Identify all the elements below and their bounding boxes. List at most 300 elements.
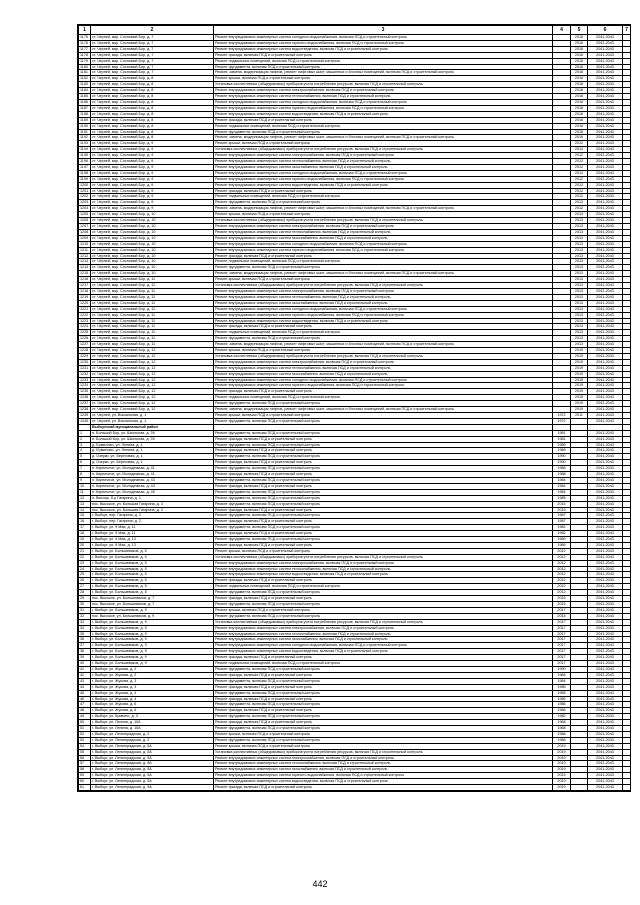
row-number-cell: 1229	[79, 353, 91, 359]
row-number-cell: 29	[79, 596, 91, 602]
work-type-cell: Ремонт внутридомовых инженерных систем теплоснабжения, включая ПСД и строительный контроль	[214, 94, 553, 100]
row-number-cell: 9	[79, 477, 91, 483]
year-repaired-cell: 2019	[571, 365, 588, 371]
year-repaired-cell: 2019	[571, 359, 588, 365]
work-type-cell: Ремонт фундамента, включая ПСД и строительный контроль	[214, 200, 553, 206]
year-built-cell: 1968	[553, 720, 571, 726]
row-number-cell: 1230	[79, 359, 91, 365]
row-number-cell: 8	[79, 472, 91, 478]
work-type-cell: Ремонт фасада, включая ПСД и строительный контроль	[214, 188, 553, 194]
extra-cell	[623, 785, 631, 791]
address-cell: ст. Черней, мкр. Сосновый Бор, д. 12	[91, 377, 214, 383]
address-cell: ст. Черней, мкр. Сосновый Бор, д. 11	[91, 336, 214, 342]
year-built-cell: 1989	[553, 448, 571, 454]
address-cell: г. Выборг, ул. Ленинградская, д. 5А	[91, 767, 214, 773]
address-cell: г. Выборг, ул. Ленинградская, д. 5А	[91, 743, 214, 749]
row-number-cell: 1226	[79, 336, 91, 342]
work-type-cell: Ремонт фундамента, включая ПСД и строительный контроль	[214, 418, 553, 424]
row-number-cell: 45	[79, 690, 91, 696]
address-cell: ст. Черней, мкр. Сосновый Бор, д. 12	[91, 395, 214, 401]
row-number-cell: 1205	[79, 212, 91, 218]
year-built-cell: 2017	[553, 637, 571, 643]
planned-period-cell: 2041-2043	[588, 542, 623, 548]
year-built-cell: 1989	[553, 542, 571, 548]
planned-period-cell: 2041-2043	[588, 353, 623, 359]
work-type-cell: Ремонт внутридомовых инженерных систем электроснабжения, включая ПСД и строительный контроль	[214, 755, 553, 761]
address-cell: г. Выборг, ул. Большевиков, д. 5	[91, 560, 214, 566]
year-repaired-cell: 2013	[571, 253, 588, 259]
year-built-cell: 2015	[553, 507, 571, 513]
work-type-cell: Ремонт внутридомовых инженерных систем холодного водоснабжения, включая ПСД и строительный контроль	[214, 35, 553, 41]
planned-period-cell: 2041-2043	[588, 218, 623, 224]
planned-period-cell: 2041-2043	[588, 442, 623, 448]
address-cell: д. Озерки, ул. Береговая, д. 1	[91, 460, 214, 466]
planned-period-cell: 2041-2043	[588, 672, 623, 678]
address-cell: г. Выборг, ул. 9 Мая, д. 11	[91, 531, 214, 537]
year-repaired-cell: 2019	[571, 377, 588, 383]
planned-period-cell: 2041-2043	[588, 625, 623, 631]
row-number-cell: 1210	[79, 241, 91, 247]
address-cell: ст. Черней, мкр. Сосновый Бор, д. 7	[91, 46, 214, 52]
work-type-cell: Установка коллективных (общедомовых) приборов учета потребления ресурсов, включая ПСД и строительный контроль	[214, 353, 553, 359]
work-type-cell: Ремонт фасада, включая ПСД и строительный контроль	[214, 696, 553, 702]
year-built-cell: 1972	[553, 413, 571, 419]
planned-period-cell: 2041-2043	[588, 82, 623, 88]
planned-period-cell: 2041-2043	[588, 241, 623, 247]
address-cell: ст. Черней, мкр. Сосновый Бор, д. 11	[91, 288, 214, 294]
year-built-cell: 2017	[553, 619, 571, 625]
planned-period-cell: 2041-2043	[588, 690, 623, 696]
row-number-cell: 1206	[79, 218, 91, 224]
row-number-cell: 1208	[79, 229, 91, 235]
row-number-cell: 57	[79, 761, 91, 767]
row-number-cell: 1224	[79, 324, 91, 330]
work-type-cell: Ремонт фундамента, включая ПСД и строительный контроль	[214, 537, 553, 543]
planned-period-cell: 2041-2043	[588, 365, 623, 371]
year-repaired-cell: 2016	[571, 46, 588, 52]
work-type-cell: Ремонт фасада, включая ПСД и строительный контроль	[214, 655, 553, 661]
year-built-cell: 1987	[553, 519, 571, 525]
year-built-cell: 1984	[553, 489, 571, 495]
planned-period-cell: 2041-2043	[588, 548, 623, 554]
work-type-cell: Ремонт подвальных помещений, включая ПСД и строительный контроль	[214, 58, 553, 64]
planned-period-cell: 2041-2043	[588, 655, 623, 661]
address-cell: ст. Черней, мкр. Сосновый Бор, д. 11	[91, 324, 214, 330]
row-number-cell: 1225	[79, 330, 91, 336]
address-cell: п. Кирпичное, ул. Молодежная, д. 43	[91, 477, 214, 483]
work-type-cell: Ремонт внутридомовых инженерных систем водоотведения, включая ПСД и строительный контроль	[214, 318, 553, 324]
year-built-cell: 2012	[553, 560, 571, 566]
work-type-cell: Ремонт фасада, включая ПСД и строительный контроль	[214, 672, 553, 678]
planned-period-cell: 2041-2043	[588, 153, 623, 159]
address-cell: г. Выборг, ул. Ленинградская, д. 5А	[91, 773, 214, 779]
year-repaired-cell: 2012	[571, 141, 588, 147]
row-number-cell: 1228	[79, 348, 91, 354]
year-built-cell: 2012	[553, 548, 571, 554]
year-repaired-cell: 2012	[571, 194, 588, 200]
work-type-cell: Ремонт фасада, включая ПСД и строительный контроль	[214, 117, 553, 123]
row-number-cell: 51	[79, 726, 91, 732]
row-number-cell: 41	[79, 666, 91, 672]
row-number-cell: 32	[79, 613, 91, 619]
planned-period-cell: 2041-2043	[588, 283, 623, 289]
row-number-cell: 24	[79, 566, 91, 572]
planned-period-cell: 2041-2043	[588, 35, 623, 41]
row-number-cell: 48	[79, 708, 91, 714]
row-number-cell: 47	[79, 702, 91, 708]
work-type-cell: Ремонт фундамента, включая ПСД и строительный контроль	[214, 401, 553, 407]
row-number-cell: 1240	[79, 418, 91, 424]
year-built-cell: 1988	[553, 731, 571, 737]
address-cell: г. Выборг, ул. Жукова, д. 6	[91, 702, 214, 708]
row-number-cell: 25	[79, 572, 91, 578]
year-repaired-cell: 2013	[571, 283, 588, 289]
work-type-cell: Ремонт внутридомовых инженерных систем газоснабжения, включая ПСД и строительный контроль	[214, 300, 553, 306]
year-built-cell: 1986	[553, 708, 571, 714]
work-type-cell: Ремонт крыши, включая ПСД и строительный контроль	[214, 548, 553, 554]
row-number-cell: 59	[79, 773, 91, 779]
work-type-cell: Ремонт внутридомовых инженерных систем водоотведения, включая ПСД и строительный контроль	[214, 649, 553, 655]
row-number-cell: 22	[79, 554, 91, 560]
planned-period-cell: 2041-2043	[588, 483, 623, 489]
year-repaired-cell: 2013	[571, 277, 588, 283]
planned-period-cell: 2041-2043	[588, 159, 623, 165]
planned-period-cell: 2041-2043	[588, 507, 623, 513]
address-cell: г. Выборг, ул. Большевиков, д. 9	[91, 643, 214, 649]
address-cell: г. Выборг, ул. Жукова, д. 2	[91, 672, 214, 678]
address-cell: ст. Черней, мкр. Сосновый Бор, д. 10	[91, 218, 214, 224]
planned-period-cell: 2041-2043	[588, 413, 623, 419]
row-number-cell: 21	[79, 548, 91, 554]
year-built-cell: 2017	[553, 625, 571, 631]
planned-period-cell: 2041-2043	[588, 495, 623, 501]
row-number-cell: 1235	[79, 389, 91, 395]
address-cell: п. Кирпичное, ул. Молодежная, д. 41	[91, 472, 214, 478]
year-built-cell: 2019	[553, 749, 571, 755]
planned-period-cell: 2041-2043	[588, 560, 623, 566]
work-type-cell: Ремонт фасада, включая ПСД и строительный контроль	[214, 596, 553, 602]
year-repaired-cell: 2013	[571, 218, 588, 224]
row-number-cell: 1185	[79, 94, 91, 100]
work-type-cell: Ремонт внутридомовых инженерных систем холодного водоснабжения, включая ПСД и строительный контроль	[214, 377, 553, 383]
planned-period-cell: 2041-2043	[588, 661, 623, 667]
year-built-cell: 1985	[553, 684, 571, 690]
row-number-cell: 4	[79, 448, 91, 454]
year-built-cell: 1968	[553, 726, 571, 732]
address-cell: пос. Высокое, ул. Большевиков, д. 7	[91, 596, 214, 602]
planned-period-cell: 2041-2043	[588, 454, 623, 460]
work-type-cell: Ремонт фасада, включая ПСД и строительный контроль	[214, 720, 553, 726]
planned-period-cell: 2041-2043	[588, 194, 623, 200]
work-type-cell: Ремонт внутридомовых инженерных систем электроснабжения, включая ПСД и строительный контроль	[214, 224, 553, 230]
planned-period-cell: 2041-2043	[588, 619, 623, 625]
work-type-cell: Ремонт внутридомовых инженерных систем водоотведения, включая ПСД и строительный контроль	[214, 46, 553, 52]
year-repaired-cell: 2016	[571, 58, 588, 64]
work-type-cell: Ремонт внутридомовых инженерных систем горячего водоснабжения, включая ПСД и строительный контроль	[214, 247, 553, 253]
address-cell: ст. Черней, мкр. Сосновый Бор, д. 7	[91, 35, 214, 41]
header-col-4: 4	[553, 26, 571, 35]
row-number-cell: 1232	[79, 371, 91, 377]
planned-period-cell: 2041-2043	[588, 200, 623, 206]
work-type-cell: Ремонт фундамента, включая ПСД и строительный контроль	[214, 129, 553, 135]
row-number-cell: 30	[79, 602, 91, 608]
year-repaired-cell: 2013	[571, 300, 588, 306]
address-cell: г. Выборг, ул. Жукова, д. 2	[91, 666, 214, 672]
row-number-cell: 1207	[79, 224, 91, 230]
work-type-cell: Ремонт фасада, включая ПСД и строительный контроль	[214, 389, 553, 395]
planned-period-cell: 2041-2043	[588, 253, 623, 259]
work-type-cell: Ремонт крыши, включая ПСД и строительный контроль	[214, 348, 553, 354]
work-type-cell: Ремонт фундамента, включая ПСД и строительный контроль	[214, 489, 553, 495]
year-built-cell: 1989	[553, 442, 571, 448]
planned-period-cell: 2041-2043	[588, 318, 623, 324]
row-number-cell: 28	[79, 590, 91, 596]
planned-period-cell: 2041-2043	[588, 117, 623, 123]
work-type-cell: Ремонт фундамента, включая ПСД и строительный контроль	[214, 590, 553, 596]
planned-period-cell: 2041-2043	[588, 123, 623, 129]
row-number-cell: 31	[79, 607, 91, 613]
work-type-cell: Ремонт внутридомовых инженерных систем газоснабжения, включая ПСД и строительный контроль	[214, 164, 553, 170]
work-type-cell: Ремонт фасада, включая ПСД и строительный контроль	[214, 253, 553, 259]
work-type-cell: Ремонт крыши, включая ПСД и строительный контроль	[214, 141, 553, 147]
planned-period-cell: 2041-2043	[588, 135, 623, 141]
work-type-cell: Ремонт подвальных помещений, включая ПСД и строительный контроль	[214, 661, 553, 667]
planned-period-cell: 2041-2043	[588, 501, 623, 507]
year-repaired-cell: 2019	[571, 348, 588, 354]
table-body	[79, 26, 631, 791]
year-repaired-cell	[571, 785, 588, 791]
planned-period-cell: 2041-2043	[588, 590, 623, 596]
work-type-cell: Ремонт внутридомовых инженерных систем холодного водоснабжения, включая ПСД и строительный контроль	[214, 306, 553, 312]
header-col-5: 5	[571, 26, 588, 35]
year-built-cell: 2015	[553, 602, 571, 608]
row-number-cell: 1198	[79, 170, 91, 176]
planned-period-cell: 2041-2043	[588, 554, 623, 560]
address-cell: г. Выборг, ул. Ленина, д. 10А	[91, 726, 214, 732]
work-type-cell: Ремонт подвальных помещений, включая ПСД и строительный контроль	[214, 123, 553, 129]
work-type-cell: Ремонт внутридомовых инженерных систем теплоснабжения, включая ПСД и строительный контроль	[214, 229, 553, 235]
work-type-cell: Ремонт фундамента, включая ПСД и строительный контроль	[214, 666, 553, 672]
address-cell: ст. Черней, мкр. Сосновый Бор, д. 8	[91, 94, 214, 100]
work-type-cell: Ремонт фасада, включая ПСД и строительный контроль	[214, 324, 553, 330]
work-type-cell: Ремонт крыши, включая ПСД и строительный контроль	[214, 277, 553, 283]
year-built-cell: 1981	[553, 436, 571, 442]
header-col-3: 3	[214, 26, 553, 35]
work-type-cell: Ремонт фундамента, включая ПСД и строительный контроль	[214, 737, 553, 743]
address-cell: ст. Черней, мкр. Сосновый Бор, д. 11	[91, 318, 214, 324]
row-number-cell: 1217	[79, 283, 91, 289]
planned-period-cell: 2041-2043	[588, 247, 623, 253]
work-type-cell: Ремонт внутридомовых инженерных систем электроснабжения, включая ПСД и строительный контроль	[214, 153, 553, 159]
row-number-cell: 1177	[79, 46, 91, 52]
year-repaired-cell: 2013	[571, 342, 588, 348]
work-type-cell: Ремонт подвальных помещений, включая ПСД и строительный контроль	[214, 330, 553, 336]
address-cell: г. Выборг, ул. Большевиков, д. 9	[91, 649, 214, 655]
planned-period-cell: 2041-2043	[588, 643, 623, 649]
work-type-cell: Ремонт внутридомовых инженерных систем электроснабжения, включая ПСД и строительный контроль	[214, 288, 553, 294]
year-repaired-cell: 2019	[571, 395, 588, 401]
work-type-cell: Ремонт внутридомовых инженерных систем газоснабжения, включая ПСД и строительный контроль	[214, 637, 553, 643]
work-type-cell: Ремонт внутридомовых инженерных систем горячего водоснабжения, включая ПСД и строительный контроль	[214, 176, 553, 182]
address-cell: ст. Черней, мкр. Сосновый Бор, д. 11	[91, 294, 214, 300]
row-number-cell: 1223	[79, 318, 91, 324]
year-repaired-cell: 2012	[571, 200, 588, 206]
year-built-cell: 2019	[553, 779, 571, 785]
row-number-cell: 40	[79, 661, 91, 667]
planned-period-cell: 2041-2043	[588, 176, 623, 182]
year-repaired-cell: 2016	[571, 70, 588, 76]
planned-period-cell: 2041-2043	[588, 111, 623, 117]
year-repaired-cell: 2013	[571, 241, 588, 247]
planned-period-cell: 2041-2043	[588, 265, 623, 271]
planned-period-cell: 2041-2043	[588, 466, 623, 472]
address-cell: ст. Черней, мкр. Сосновый Бор, д. 12	[91, 401, 214, 407]
work-type-cell: Установка коллективных (общедомовых) приборов учета потребления ресурсов, включая ПСД и строительный контроль	[214, 82, 553, 88]
work-type-cell: Ремонт фундамента, включая ПСД и строительный контроль	[214, 495, 553, 501]
planned-period-cell: 2041-2043	[588, 371, 623, 377]
address-cell: г. Выборг, ул. Большевиков, д. 5	[91, 578, 214, 584]
planned-period-cell: 2041-2043	[588, 300, 623, 306]
address-cell: пос. Высокое, ул. Большая Гагарина, д. 3	[91, 501, 214, 507]
year-repaired-cell: 2012	[571, 159, 588, 165]
planned-period-cell: 2041-2043	[588, 64, 623, 70]
address-cell: ст. Черней, мкр. Сосновый Бор, д. 9	[91, 141, 214, 147]
year-repaired-cell: 2016	[571, 135, 588, 141]
row-number-cell: 1234	[79, 383, 91, 389]
address-cell: д. Ермилово, ул. Ленина, д. 1	[91, 442, 214, 448]
address-cell: ст. Черней, мкр. Сосновый Бор, д. 11	[91, 330, 214, 336]
planned-period-cell: 2041-2043	[588, 259, 623, 265]
year-repaired-cell: 2013	[571, 271, 588, 277]
address-cell: ст. Черней, мкр. Сосновый Бор, д. 10	[91, 235, 214, 241]
planned-period-cell: 2041-2043	[588, 477, 623, 483]
header-col-2: 2	[91, 26, 214, 35]
work-type-cell: Ремонт внутридомовых инженерных систем электроснабжения, включая ПСД и строительный контроль	[214, 88, 553, 94]
work-type-cell: Ремонт крыши, включая ПСД и строительный контроль	[214, 212, 553, 218]
row-number-cell: 39	[79, 655, 91, 661]
year-built-cell: 1982	[553, 525, 571, 531]
work-type-cell: Ремонт внутридомовых инженерных систем газоснабжения, включая ПСД и строительный контроль	[214, 371, 553, 377]
work-type-cell: Ремонт внутридомовых инженерных систем холодного водоснабжения, включая ПСД и строительный контроль	[214, 170, 553, 176]
work-type-cell: Ремонт фасада, включая ПСД и строительный контроль	[214, 785, 553, 791]
row-number-cell: 58	[79, 767, 91, 773]
row-number-cell: 1209	[79, 235, 91, 241]
row-number-cell: 27	[79, 584, 91, 590]
address-cell: г. Выборг, ул. Ленина, д. 10А	[91, 720, 214, 726]
planned-period-cell: 2041-2043	[588, 749, 623, 755]
planned-period-cell: 2041-2043	[588, 224, 623, 230]
year-built-cell: 1981	[553, 430, 571, 436]
row-number-cell: 1179	[79, 58, 91, 64]
row-number-cell: 35	[79, 631, 91, 637]
address-cell: п. Большой Бор, ул. Школьная, д. 39	[91, 436, 214, 442]
planned-period-cell: 2041-2043	[588, 737, 623, 743]
year-built-cell: 1984	[553, 483, 571, 489]
year-built-cell: 2012	[553, 578, 571, 584]
year-repaired-cell: 2016	[571, 117, 588, 123]
row-number-cell: 1186	[79, 99, 91, 105]
address-cell: ст. Черней, мкр. Сосновый Бор, д. 11	[91, 277, 214, 283]
row-number-cell: 1236	[79, 395, 91, 401]
row-number-cell: 36	[79, 637, 91, 643]
work-type-cell: Ремонт подвальных помещений, включая ПСД и строительный контроль	[214, 259, 553, 265]
work-type-cell: Ремонт, замена, модернизация лифтов, ремонт лифтовых шахт, машинных и блочных помещений, включая ПСД и строительный контроль	[214, 271, 553, 277]
address-cell: ст. Черней, мкр. Сосновый Бор, д. 12	[91, 365, 214, 371]
schedule-table	[77, 24, 631, 792]
work-type-cell: Ремонт подвальных помещений, включая ПСД и строительный контроль	[214, 395, 553, 401]
planned-period-cell: 2041-2043	[588, 684, 623, 690]
planned-period-cell: 2041-2043	[588, 755, 623, 761]
planned-period-cell: 2041-2043	[588, 324, 623, 330]
work-type-cell: Ремонт внутридомовых инженерных систем теплоснабжения, включая ПСД и строительный контроль	[214, 566, 553, 572]
address-cell: ст. Черней, мкр. Сосновый Бор, д. 9	[91, 200, 214, 206]
row-number-cell: 1184	[79, 88, 91, 94]
work-type-cell: Ремонт, замена, модернизация лифтов, ремонт лифтовых шахт, машинных и блочных помещений, включая ПСД и строительный контроль	[214, 342, 553, 348]
year-built-cell: 2019	[553, 767, 571, 773]
row-number-cell: 23	[79, 560, 91, 566]
year-repaired-cell: 2013	[571, 294, 588, 300]
address-cell: ст. Черней, мкр. Сосновый Бор, д. 9	[91, 147, 214, 153]
work-type-cell: Ремонт внутридомовых инженерных систем водоотведения, включая ПСД и строительный контроль	[214, 182, 553, 188]
work-type-cell: Ремонт фасада, включая ПСД и строительный контроль	[214, 460, 553, 466]
address-cell: ст. Черней, мкр. Сосновый Бор, д. 10	[91, 253, 214, 259]
row-number-cell: 20	[79, 542, 91, 548]
address-cell: ст. Черней, мкр. Сосновый Бор, д. 7	[91, 58, 214, 64]
address-cell: г. Выборг, пер. Гагарина, д. 2	[91, 513, 214, 519]
year-repaired-cell: 2019	[571, 371, 588, 377]
planned-period-cell: 2041-2043	[588, 566, 623, 572]
address-cell: ст. Черней, мкр. Сосновый Бор, д. 11	[91, 283, 214, 289]
row-number-cell: 53	[79, 737, 91, 743]
row-number-cell: 1212	[79, 253, 91, 259]
address-cell: ст. Черней, мкр. Сосновый Бор, д. 8	[91, 105, 214, 111]
address-cell: г. Выборг, ул. Ленинградская, д. 5А	[91, 755, 214, 761]
year-repaired-cell: 2016	[571, 99, 588, 105]
year-repaired-cell: 2016	[571, 76, 588, 82]
planned-period-cell: 2041-2043	[588, 401, 623, 407]
planned-period-cell: 2041-2043	[588, 743, 623, 749]
year-repaired-cell: 2019	[571, 383, 588, 389]
year-built-cell: 2012	[553, 554, 571, 560]
address-cell: ст. Черней, мкр. Сосновый Бор, д. 10	[91, 259, 214, 265]
year-repaired-cell: 2016	[571, 94, 588, 100]
year-repaired-cell: 2016	[571, 64, 588, 70]
row-number-cell: 1192	[79, 135, 91, 141]
address-cell: г. Выборг, ул. Большевиков, д. 5	[91, 554, 214, 560]
year-repaired-cell: 2013	[571, 224, 588, 230]
work-type-cell: Ремонт, замена, модернизация лифтов, ремонт лифтовых шахт, машинных и блочных помещений, включая ПСД и строительный контроль	[214, 407, 553, 413]
work-type-cell: Ремонт фундамента, включая ПСД и строительный контроль	[214, 602, 553, 608]
year-built-cell: 1987	[553, 513, 571, 519]
address-cell: ст. Черней, мкр. Сосновый Бор, д. 9	[91, 194, 214, 200]
planned-period-cell: 2041-2043	[588, 164, 623, 170]
address-cell: ст. Черней, мкр. Сосновый Бор, д. 7	[91, 70, 214, 76]
planned-period-cell: 2041-2043	[588, 696, 623, 702]
planned-period-cell: 2041-2043	[588, 383, 623, 389]
address-cell: г. Выборг, ул. Ленинградская, д. 2	[91, 737, 214, 743]
year-built-cell: 1982	[553, 531, 571, 537]
year-built-cell: 2017	[553, 661, 571, 667]
work-type-cell: Ремонт фундамента, включая ПСД и строительный контроль	[214, 513, 553, 519]
work-type-cell: Ремонт внутридомовых инженерных систем электроснабжения, включая ПСД и строительный контроль	[214, 625, 553, 631]
work-type-cell: Ремонт фундамента, включая ПСД и строительный контроль	[214, 501, 553, 507]
planned-period-cell: 2041-2043	[588, 631, 623, 637]
work-type-cell: Ремонт внутридомовых инженерных систем водоотведения, включая ПСД и строительный контроль	[214, 779, 553, 785]
page-number: 442	[312, 879, 328, 889]
year-built-cell: 2017	[553, 643, 571, 649]
year-repaired-cell: 2019	[571, 353, 588, 359]
address-cell: ст. Черней, мкр. Сосновый Бор, д. 8	[91, 123, 214, 129]
